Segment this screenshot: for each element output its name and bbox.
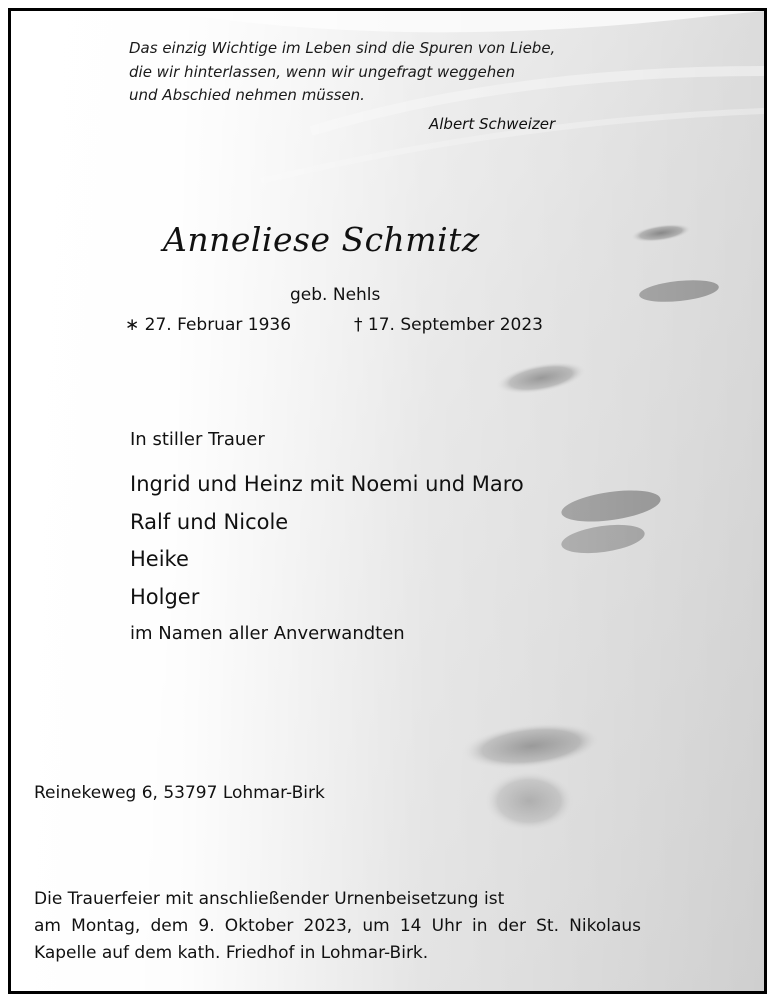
mourners-closing: im Namen aller Anverwandten [130, 623, 405, 644]
mourner-name: Heike [130, 547, 189, 571]
birth-info [125, 315, 291, 335]
obituary-card [8, 8, 767, 994]
birth-symbol-icon: ∗ [125, 315, 140, 335]
mourner-name: Holger [130, 584, 200, 609]
death-symbol-icon: † [354, 315, 363, 335]
address: Reinekeweg 6, 53797 Lohmar-Birk [34, 783, 325, 803]
quote-author: Albert Schweizer [429, 115, 556, 133]
mourner-name: Ralf und Nicole [130, 509, 289, 534]
mourner-name: Ingrid und Heinz mit Noemi und Maro [130, 472, 524, 496]
death-info [354, 315, 543, 335]
quote [129, 37, 555, 108]
birth-date: 27. Februar 1936 [144, 315, 292, 335]
ceremony-line: Die Trauerfeier mit anschließender Urnenbeisetzung ist [34, 889, 505, 909]
mourner-list [130, 466, 524, 616]
ceremony-line: am Montag, dem 9. Oktober 2023, um 14 Uhr in der St. Nikolaus [34, 916, 641, 936]
birth-name: geb. Nehls [290, 285, 381, 305]
quote-line: und Abschied nehmen müssen. [129, 86, 365, 104]
ceremony-line: Kapelle auf dem kath. Friedhof in Lohmar-Birk. [34, 943, 429, 963]
quote-line: Das einzig Wichtige im Leben sind die Spuren von Liebe, [129, 39, 556, 57]
mourning-intro: In stiller Trauer [130, 429, 265, 450]
death-date: 17. September 2023 [367, 315, 543, 335]
deceased-name: Anneliese Schmitz [163, 220, 480, 259]
quote-line: die wir hinterlassen, wenn wir ungefragt weggehen [129, 62, 516, 81]
